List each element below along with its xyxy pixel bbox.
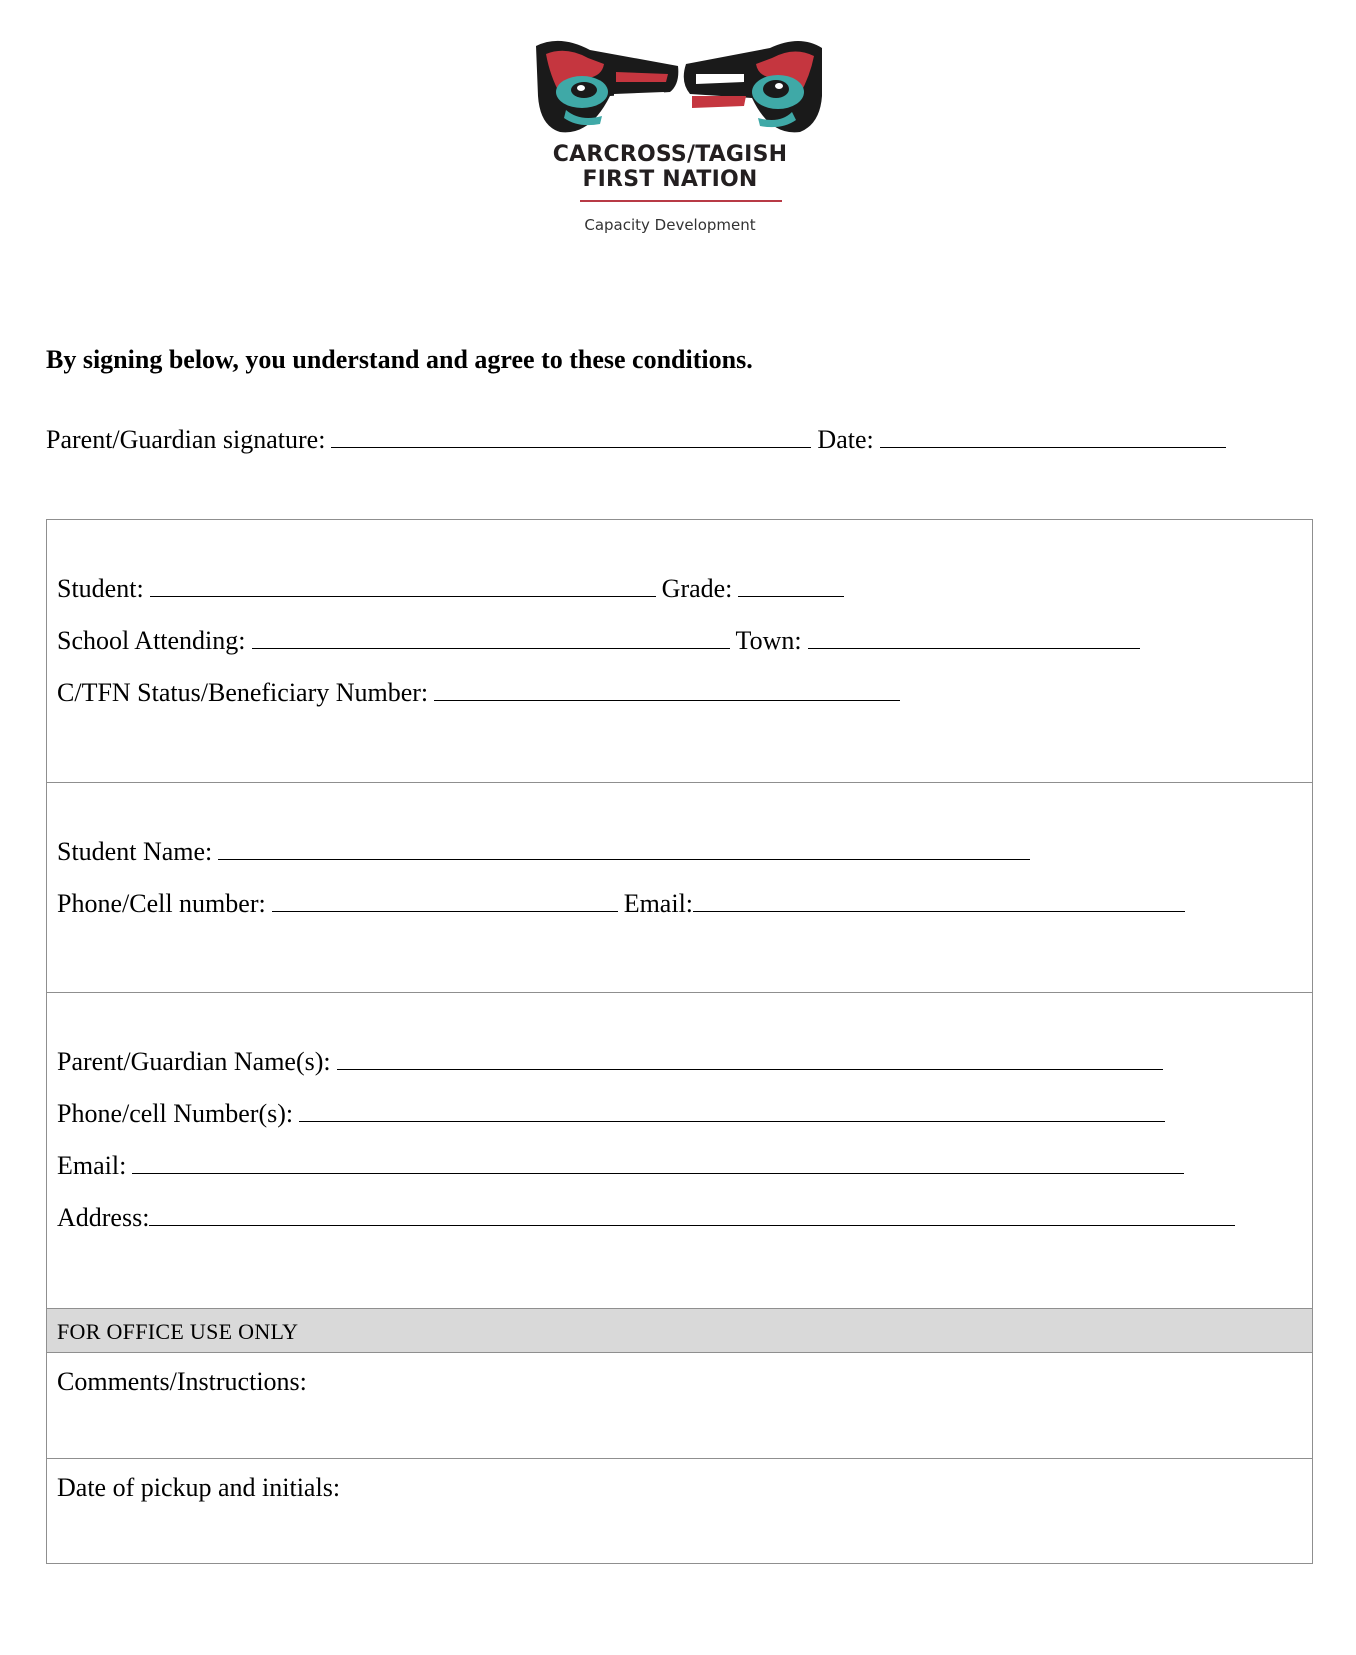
- status-field[interactable]: [434, 678, 900, 701]
- student-field[interactable]: [150, 574, 656, 597]
- student-name-label: Student Name:: [57, 837, 213, 866]
- student-name-row: [57, 837, 1036, 867]
- grade-label: Grade:: [661, 574, 733, 603]
- org-department: Capacity Development: [584, 216, 756, 234]
- signature-row: [46, 425, 1232, 455]
- agreement-statement: By signing below, you understand and agree to these conditions.: [46, 345, 753, 374]
- comments-label: Comments/Instructions:: [57, 1367, 307, 1396]
- org-name-line1: CARCROSS/TAGISH: [552, 142, 788, 167]
- email-label: Email:: [623, 889, 694, 918]
- school-label: School Attending:: [57, 626, 246, 655]
- pickup-section: [47, 1459, 1312, 1563]
- contact-section: [47, 783, 1312, 993]
- address-field[interactable]: [149, 1203, 1235, 1226]
- town-field[interactable]: [808, 626, 1140, 649]
- formline-birds-logo-icon: [530, 36, 830, 141]
- phone-label: Phone/Cell number:: [57, 889, 266, 918]
- signature-field[interactable]: [331, 425, 811, 448]
- email-field[interactable]: [693, 889, 1185, 912]
- parent-email-row: [57, 1151, 1190, 1181]
- org-logo: [520, 36, 840, 246]
- date-label: Date:: [817, 425, 874, 454]
- pickup-label: Date of pickup and initials:: [57, 1473, 341, 1502]
- parent-phones-row: [57, 1099, 1171, 1129]
- grade-field[interactable]: [738, 574, 844, 597]
- comments-section: [47, 1353, 1312, 1459]
- status-label: C/TFN Status/Beneficiary Number:: [57, 678, 429, 707]
- parent-email-label: Email:: [57, 1151, 127, 1180]
- parent-email-field[interactable]: [132, 1151, 1184, 1174]
- student-label: Student:: [57, 574, 144, 603]
- student-row: [57, 574, 850, 604]
- org-name-line2: FIRST NATION: [582, 167, 758, 192]
- address-label: Address:: [57, 1203, 150, 1232]
- date-field[interactable]: [880, 425, 1226, 448]
- phone-field[interactable]: [272, 889, 618, 912]
- parent-phones-field[interactable]: [299, 1099, 1165, 1122]
- student-section: [47, 520, 1312, 783]
- student-name-field[interactable]: [218, 837, 1030, 860]
- signature-label: Parent/Guardian signature:: [46, 425, 326, 454]
- contact-row: [57, 889, 1191, 919]
- parent-names-field[interactable]: [337, 1047, 1163, 1070]
- parent-names-row: [57, 1047, 1169, 1077]
- parent-names-label: Parent/Guardian Name(s):: [57, 1047, 331, 1076]
- town-label: Town:: [735, 626, 802, 655]
- school-field[interactable]: [252, 626, 730, 649]
- status-row: [57, 678, 906, 708]
- parent-phones-label: Phone/cell Number(s):: [57, 1099, 294, 1128]
- parent-section: [47, 993, 1312, 1309]
- office-use-heading: FOR OFFICE USE ONLY: [47, 1309, 1312, 1353]
- registration-form-table: [46, 519, 1313, 1564]
- address-row: [57, 1203, 1241, 1233]
- school-row: [57, 626, 1146, 656]
- org-divider: [580, 200, 782, 202]
